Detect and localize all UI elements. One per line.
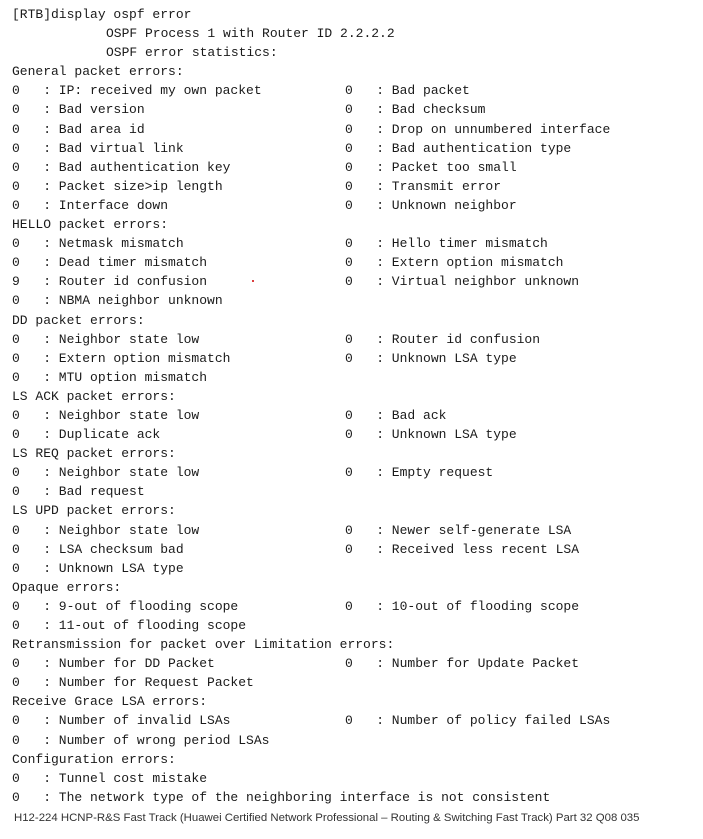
error-row: [12, 597, 702, 616]
error-row: [12, 196, 702, 215]
section-heading-retransmission: Retransmission for packet over Limitation errors:: [12, 637, 395, 653]
error-row: [12, 120, 702, 139]
error-stat: 0 : Empty request: [345, 465, 494, 481]
error-stat: 0 : Router id confusion: [345, 331, 541, 347]
error-row: [12, 330, 702, 349]
error-row: [12, 788, 702, 807]
error-stat: 0 : Number of invalid LSAs: [12, 713, 231, 729]
error-row: [12, 654, 702, 673]
error-row: [12, 559, 702, 578]
error-stat: 0 : LSA checksum bad: [12, 541, 184, 557]
error-stat: 0 : Bad authentication type: [345, 140, 572, 156]
error-row: [12, 731, 702, 750]
error-stat: 0 : 9-out of flooding scope: [12, 598, 239, 614]
error-stat: 0 : MTU option mismatch: [12, 369, 208, 385]
error-stat: 0 : Number of policy failed LSAs: [345, 713, 611, 729]
section-heading-configuration: Configuration errors:: [12, 751, 176, 767]
error-row: [12, 177, 702, 196]
error-stat: 0 : Newer self-generate LSA: [345, 522, 572, 538]
error-stat: 0 : Received less recent LSA: [345, 541, 580, 557]
error-stat: 0 : Packet too small: [345, 159, 517, 175]
section-heading-lsack: LS ACK packet errors:: [12, 388, 176, 404]
error-stat: 0 : Number for Update Packet: [345, 656, 580, 672]
error-stat: 0 : Interface down: [12, 197, 169, 213]
error-stat: 0 : Unknown LSA type: [345, 427, 517, 443]
error-stat: 0 : Neighbor state low: [12, 465, 200, 481]
error-row: [12, 616, 702, 635]
statistics-title: OSPF error statistics:: [106, 45, 278, 61]
error-stat: 0 : Duplicate ack: [12, 427, 161, 443]
section-heading-lsreq: LS REQ packet errors:: [12, 446, 176, 462]
section-heading-grace-lsa: Receive Grace LSA errors:: [12, 694, 208, 710]
error-stat: 0 : Virtual neighbor unknown: [345, 274, 580, 290]
error-row: [12, 253, 702, 272]
terminal-output: [12, 5, 702, 807]
error-stat: 0 : Bad request: [12, 484, 145, 500]
error-stat: 0 : Bad authentication key: [12, 159, 231, 175]
error-stat: 0 : Transmit error: [345, 178, 502, 194]
image-caption: H12-224 HCNP-R&S Fast Track (Huawei Certified Network Professional – Routing & Switching Fast Track) Part 32 Q08 035: [14, 812, 640, 824]
section-heading-hello: HELLO packet errors:: [12, 217, 169, 233]
error-row: [12, 463, 702, 482]
error-stat: 0 : Unknown LSA type: [12, 560, 184, 576]
error-stat: 0 : Neighbor state low: [12, 522, 200, 538]
error-row: [12, 673, 702, 692]
error-stat: 0 : Packet size>ip length: [12, 178, 223, 194]
error-row: [12, 349, 702, 368]
error-stat: 0 : Neighbor state low: [12, 407, 200, 423]
error-row: [12, 521, 702, 540]
error-stat: 0 : Number for Request Packet: [12, 675, 254, 691]
section-heading-lsupd: LS UPD packet errors:: [12, 503, 176, 519]
section-heading-general: General packet errors:: [12, 64, 184, 80]
marker-dot: [252, 280, 254, 282]
error-row: [12, 482, 702, 501]
error-stat: 0 : Tunnel cost mistake: [12, 770, 208, 786]
process-header: OSPF Process 1 with Router ID 2.2.2.2: [106, 26, 395, 42]
error-stat: 0 : IP: received my own packet: [12, 83, 262, 99]
error-row: [12, 711, 702, 730]
error-stat: 0 : Extern option mismatch: [12, 350, 231, 366]
error-row: [12, 769, 702, 788]
error-stat: 0 : 10-out of flooding scope: [345, 598, 580, 614]
error-stat: 0 : Bad checksum: [345, 102, 486, 118]
error-row: [12, 540, 702, 559]
error-stat: 0 : Bad area id: [12, 121, 145, 137]
error-stat: 0 : Bad version: [12, 102, 145, 118]
error-stat: 0 : Number for DD Packet: [12, 656, 215, 672]
error-stat: 0 : Neighbor state low: [12, 331, 200, 347]
error-stat: 0 : Unknown neighbor: [345, 197, 517, 213]
error-row: [12, 368, 702, 387]
error-stat: 0 : Netmask mismatch: [12, 236, 184, 252]
error-row: [12, 291, 702, 310]
section-heading-dd: DD packet errors:: [12, 312, 145, 328]
error-stat: 0 : Number of wrong period LSAs: [12, 732, 270, 748]
error-stat: 0 : Hello timer mismatch: [345, 236, 548, 252]
error-stat: 0 : Drop on unnumbered interface: [345, 121, 611, 137]
error-row: [12, 272, 702, 291]
error-row: [12, 158, 702, 177]
error-stat: 0 : The network type of the neighboring interface is not consistent: [12, 789, 551, 805]
error-stat: 0 : 11-out of flooding scope: [12, 618, 247, 633]
error-stat: 0 : Bad virtual link: [12, 140, 184, 156]
error-stat: 0 : Bad packet: [345, 83, 470, 99]
error-row: [12, 81, 702, 100]
error-row: [12, 139, 702, 158]
command-line: [RTB]display ospf error: [12, 7, 192, 22]
error-stat: 0 : Bad ack: [345, 407, 447, 423]
error-row: [12, 100, 702, 119]
error-stat: 9 : Router id confusion: [12, 274, 208, 290]
error-stat: 0 : Dead timer mismatch: [12, 255, 208, 271]
section-heading-opaque: Opaque errors:: [12, 579, 122, 595]
error-row: [12, 406, 702, 425]
error-stat: 0 : Unknown LSA type: [345, 350, 517, 366]
error-row: [12, 234, 702, 253]
error-stat: 0 : NBMA neighbor unknown: [12, 293, 223, 309]
error-row: [12, 425, 702, 444]
error-stat: 0 : Extern option mismatch: [345, 255, 564, 271]
